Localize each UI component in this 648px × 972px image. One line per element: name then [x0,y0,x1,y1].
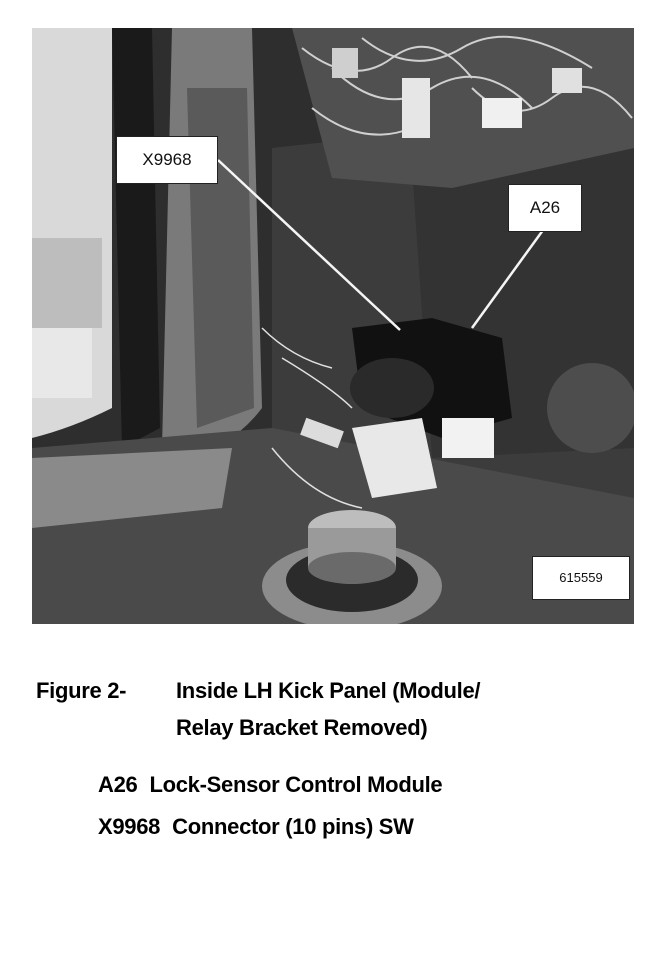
callout-x9968: X9968 [116,136,218,184]
legend-code: X9968 [98,814,161,839]
figure-title-line-2: Relay Bracket Removed) [176,715,428,740]
photo-illustration [32,28,634,624]
legend-description: Connector (10 pins) SW [172,814,414,839]
legend-description: Lock-Sensor Control Module [149,772,443,797]
kick-panel-photo [32,28,634,624]
legend-code: A26 [98,772,138,797]
legend-item [98,772,442,798]
image-number-label: 615559 [532,556,630,600]
figure-label: Figure 2- [36,678,127,703]
callout-a26: A26 [508,184,582,232]
legend-item [98,814,414,840]
figure-title-line-1: Inside LH Kick Panel (Module/ [176,678,481,703]
